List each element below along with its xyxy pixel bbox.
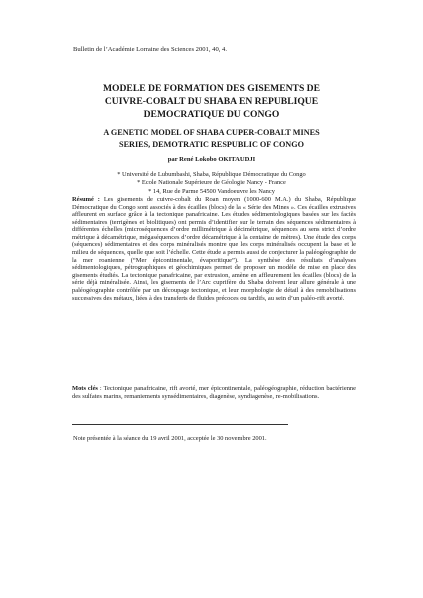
abstract-paragraph	[72, 196, 356, 302]
abstract-text: Les gisements de cuivre-cobalt du Roan moyen (1000-600 M.A.) du Shaba, République Démocratique du Congo sont associés à des écailles (blocs) de la « Série des Mines ». Ces écailles extrusives affleurent en surface grâce à la tectonique panafricaine. Les études sédimentologiques basées sur les faciès sédimentaires (terrigènes et biolitiques) ont permis d’identifier sur le terrain des séquences sédimentaires à différentes échelles (microséquences d’ordre millimétrique à décimétrique, séquences au sens strict d’ordre métrique à décamétrique, mégaséquences d’ordre décamétrique à la centaine de mètres). Une étude des corps (séquences) sédimentaires et des corps minéralisés montre que les corps minéralisés occupent la base et le milieu de séquences, quelle que soit l’échelle. Cette étude a permis aussi de conjecturer la paléogéographie de la mer roanienne (“Mer épicontinentale, évaporitique”). La synthèse des résultats d’analyses sédimentologiques, pétrographiques et géochimiques permet de proposer un modèle de mise en place des gisements étudiés. La tectonique panafricaine, par extrusion, amène en affleurement les écailles (blocs) de la série déjà minéralisée. Ainsi, les gisements de l’Arc cuprifère du Shaba doivent leur allure générale à une paléogéographie contrôlée par un découpage tectonique, et leur morphologie de détail à des remobilisations successives des métaux, liées à des transferts de fluides précoces ou tardifs, au sein d’un paléo-rift avorté.	[72, 196, 356, 302]
affiliations	[40, 171, 383, 196]
footnote: Note présentée à la séance du 19 avril 2001, acceptée le 30 novembre 2001.	[73, 435, 267, 442]
title-english-line: A GENETIC MODEL OF SHABA CUPER-COBALT MINES	[103, 128, 320, 137]
keywords-paragraph	[72, 385, 356, 400]
title-french	[40, 82, 383, 121]
keywords-label: Mots clés	[72, 385, 98, 392]
title-french-line: MODELE DE FORMATION DES GISEMENTS DE	[102, 83, 321, 94]
journal-header: Bulletin de l’Académie Lorraine des Sciences 2001, 40, 4.	[73, 46, 227, 53]
title-english	[40, 127, 383, 150]
title-french-line: DEMOCRATIQUE DU CONGO	[143, 109, 280, 120]
affiliation: * 14, Rue de Parme 54500 Vandoeuvre les Nancy	[148, 187, 275, 195]
keywords-text: : Tectonique panafricaine, rift avorté, mer épicontinentale, paléogéographie, réduction bactérienne des sulfates marins, remaniements synsédimentaires, diagenèse, syndiagenèse, re-mobilisations.	[72, 385, 356, 400]
title-french-line: CUIVRE-COBALT DU SHABA EN REPUBLIQUE	[104, 96, 319, 107]
author-line: par René Lokobo OKITAUDJI	[167, 156, 256, 163]
abstract-label: Résumé :	[72, 196, 100, 203]
title-english-line: SERIES, DEMOTRATIC RESPUBLIC OF CONGO	[119, 139, 304, 149]
affiliation: * Ecole Nationale Supérieure de Géologie Nancy - France	[137, 179, 286, 187]
affiliation: * Université de Lubumbashi, Shaba, République Démocratique du Congo	[117, 171, 306, 178]
footnote-divider	[72, 424, 288, 425]
